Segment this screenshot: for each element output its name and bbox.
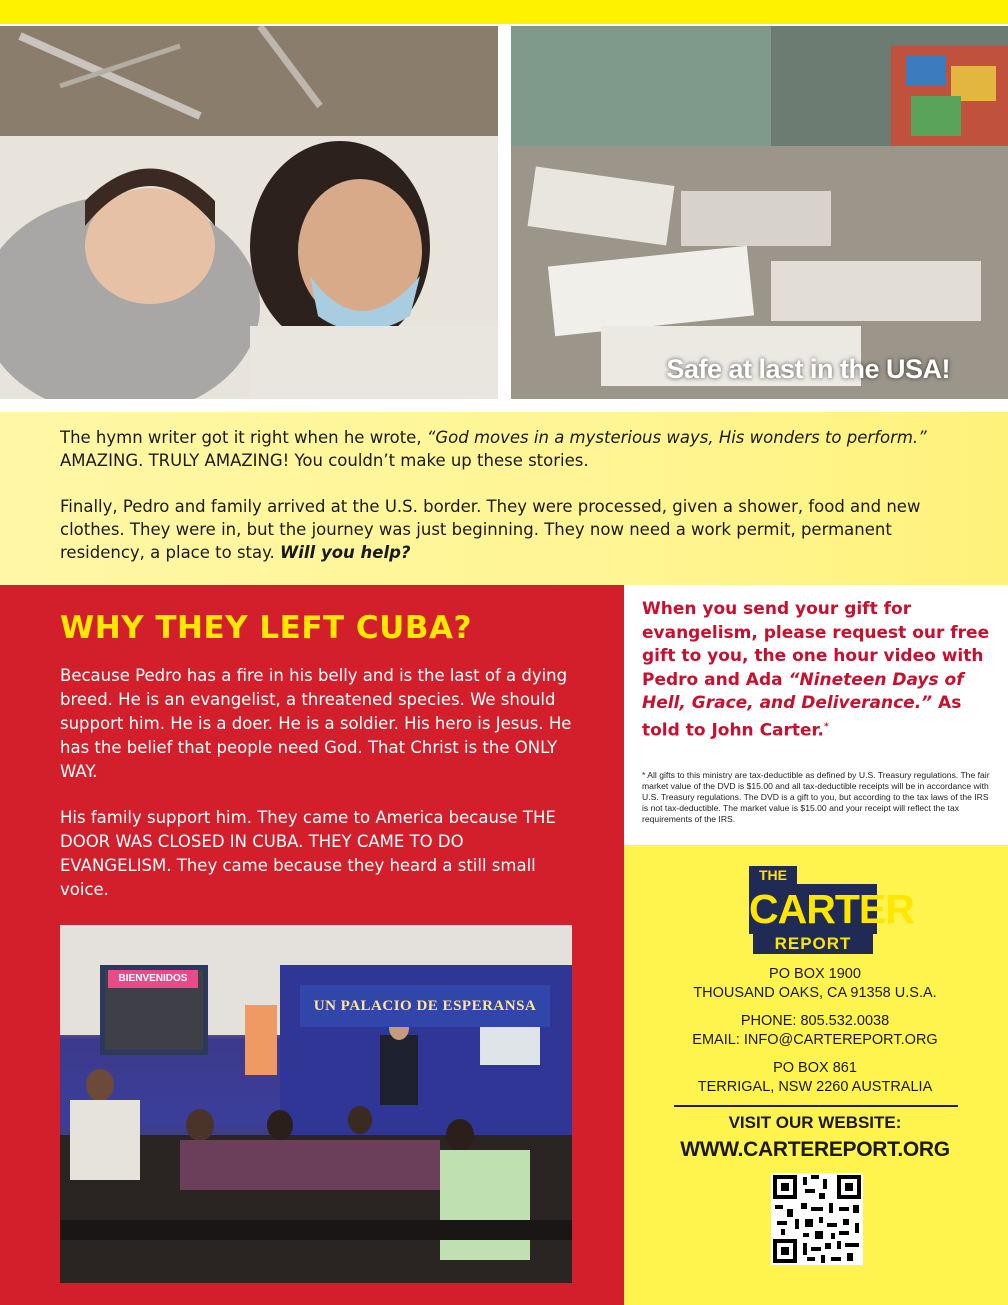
logo-carter: CARTER — [749, 886, 914, 932]
australia-address — [640, 1059, 990, 1097]
intro-p1-tail: AMAZING. TRULY AMAZING! You couldn’t make up these stories. — [60, 451, 589, 470]
au-city: TERRIGAL, NSW 2260 AUSTRALIA — [697, 1079, 933, 1095]
video-title: “Nineteen Days of Hell, Grace, and Deliverance.” — [642, 669, 964, 713]
welcome-sign: BIENVENIDOS — [108, 970, 198, 988]
intro-text — [60, 426, 960, 587]
intro-p2-body: Finally, Pedro and family arrived at the U.S. border. They were processed, given a shower, food and new clothes. They were in, but the journey was just beginning. They now need a work permit, permanent residency, a place to stay. — [60, 497, 921, 562]
photo-shelter-gym — [511, 26, 1008, 399]
website-url: WWW.CARTEREPORT.ORG — [680, 1138, 950, 1161]
logo-report: REPORT — [753, 934, 873, 954]
email-address: EMAIL: INFO@CARTEREPORT.ORG — [692, 1032, 938, 1048]
church-banner: UN PALACIO DE ESPERANSA — [300, 985, 550, 1027]
why-paragraph-1: Because Pedro has a fire in his belly and is the last of a dying breed. He is an evangelist, a threatened species. We should support him. He is a doer. He is a soldier. His hero is Jesus. He has the belief that people need God. That Christ is the ONLY WAY. — [60, 666, 572, 781]
help-question: Will you help? — [280, 543, 411, 562]
us-po-box: PO BOX 1900 — [769, 966, 861, 982]
why-body — [60, 664, 580, 924]
au-po-box: PO BOX 861 — [773, 1060, 857, 1076]
carter-report-logo — [749, 866, 914, 954]
gift-offer — [642, 598, 992, 743]
photo-mother-daughter — [0, 26, 498, 399]
qr-code-graphic — [771, 1173, 863, 1265]
top-yellow-bar — [0, 0, 1008, 24]
tax-fine-print: * All gifts to this ministry are tax-deductible as defined by U.S. Treasury regulations. The fair market value of the DVD is $15.00 and all tax-deductible receipts will be in accordance with U.S. Treasury regulations. The DVD is a gift to you, but according to the tax laws of the IRS is not tax-deductible. The market value is $15.00 and your receipt will reflect the tax requirements of the IRS. — [642, 770, 990, 824]
gift-offer-tail: As told to John Carter. — [642, 693, 962, 741]
contact-info — [640, 1012, 990, 1050]
visit-website-label: VISIT OUR WEBSITE: — [728, 1113, 902, 1132]
us-address — [640, 965, 990, 1003]
us-city: THOUSAND OAKS, CA 91358 U.S.A. — [693, 985, 937, 1001]
photo-mother-daughter-illustration — [0, 26, 498, 399]
why-title: WHY THEY LEFT CUBA? — [60, 610, 472, 646]
intro-paragraph-1 — [60, 426, 960, 472]
intro-paragraph-2 — [60, 495, 960, 564]
divider — [674, 1105, 958, 1107]
phone-number: PHONE: 805.532.0038 — [740, 1013, 890, 1029]
footnote-mark: * — [823, 721, 829, 732]
why-paragraph-2: His family support him. They came to America because THE DOOR WAS CLOSED IN CUBA. THEY CAME TO DO EVANGELISM. They came because they heard a still small voice. — [60, 808, 556, 899]
intro-p1-lead: The hymn writer got it right when he wrote, — [60, 428, 427, 447]
hymn-quote: “God moves in a mysterious ways, His wonders to perform.” — [426, 428, 927, 447]
gift-offer-lead: When you send your gift for evangelism, please request our free gift to you, the one hour video with Pedro and Ada — [642, 599, 990, 690]
qr-code — [771, 1173, 863, 1265]
photo-shelter-gym-illustration — [511, 26, 1008, 399]
photo-church-meeting — [60, 925, 572, 1283]
logo-the: THE — [749, 866, 797, 884]
photo-caption: Safe at last in the USA! — [666, 354, 950, 384]
